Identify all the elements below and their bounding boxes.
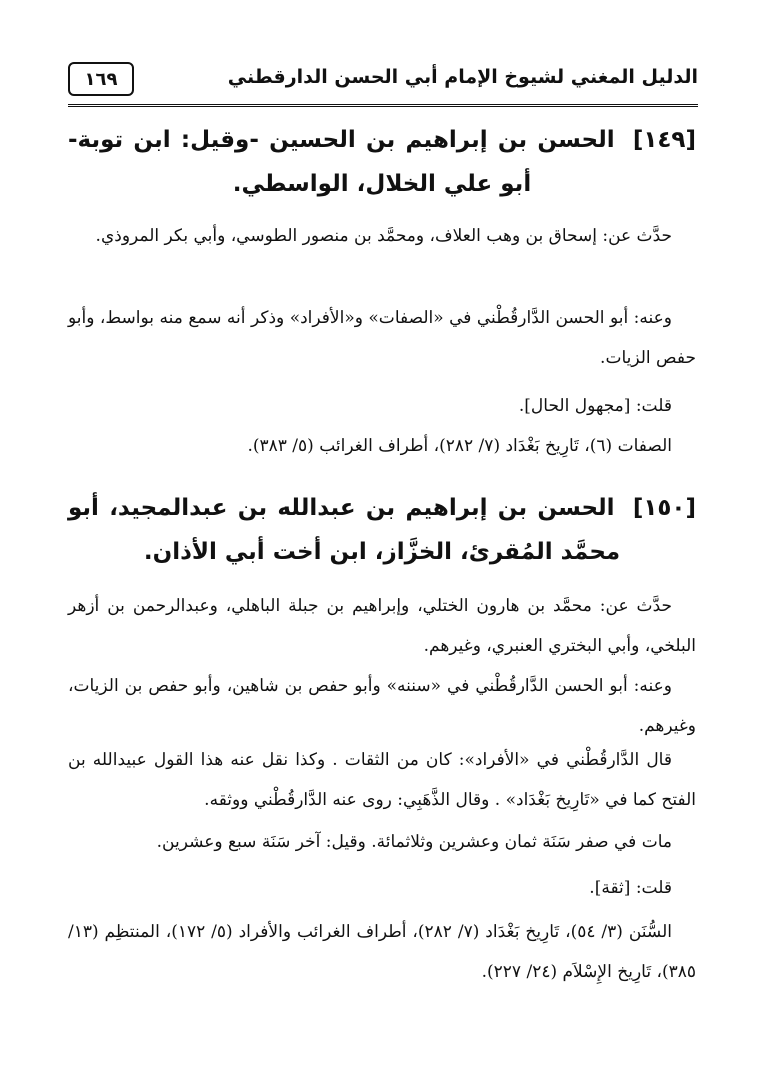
page-number: ١٦٩ [68, 62, 134, 96]
narrated-from-150: حدَّث عن: محمَّد بن هارون الختلي، وإبراهيم بن جبلة الباهلي، وعبدالرحمن بن أزهر البلخي، وأبي البختري العنبري، وغيرهم. [68, 596, 696, 656]
sources-150: السُّنَن (٣/ ٥٤)، تَارِيخ بَغْدَاد (٧/ ٢٨٢)، أطراف الغرائب والأفراد (٥/ ١٧٢)، المنتظِم (١٣/ ٣٨٥)، تَارِيخ الإِسْلاَم (٢٤/ ٢٢٧). [68, 922, 696, 982]
remarks-150: قال الدَّارقُطْني في «الأفراد»: كان من الثقات . وكذا نقل عنه هذا القول عبيدالله بن الفتح كما في «تَارِيخ بَغْدَاد» . وقال الذَّهَبِي: روى عنه الدَّارقُطْني ووثقه. [68, 750, 696, 810]
narrated-by-150: وعنه: أبو الحسن الدَّارقُطْني في «سننه» وأبو حفص بن شاهين، وأبو حفص بن الزيات، وغيرهم. [68, 676, 696, 736]
entry-title: الحسن بن إبراهيم بن عبدالله بن عبدالمجيد، أبو محمَّد المُقرئ، الخزَّاز، ابن أخت أبي الأذان. [68, 495, 621, 565]
death-150: مات في صفر سَنَة ثمان وعشرين وثلاثمائة. وقيل: آخر سَنَة سبع وعشرين. [156, 832, 672, 852]
verdict-149: قلت: [مجهول الحال]. [518, 396, 672, 416]
narrated-by-149: وعنه: أبو الحسن الدَّارقُطْني في «الصفات» و«الأفراد» وذكر أنه سمع منه بواسط، وأبو حفص الزيات. [68, 308, 696, 368]
running-title: الدليل المغني لشيوخ الإمام أبي الحسن الدارقطني [227, 66, 698, 88]
narrated-from-149: حدَّث عن: إسحاق بن وهب العلاف، ومحمَّد بن منصور الطوسي، وأبي بكر المروذي. [95, 226, 672, 246]
entry-number: [١٤٩] [632, 127, 696, 153]
entry-number: [١٥٠] [632, 495, 696, 521]
verdict-150: قلت: [ثقة]. [589, 878, 672, 898]
entry-title: الحسن بن إبراهيم بن الحسين -وقيل: ابن توبة- أبو علي الخلال، الواسطي. [68, 127, 615, 197]
page-header [68, 58, 698, 107]
entry-heading-150 [68, 486, 696, 574]
sources-149: الصفات (٦)، تَارِيخ بَغْدَاد (٧/ ٢٨٢)، أطراف الغرائب (٥/ ٣٨٣). [247, 436, 672, 456]
entry-heading-149 [68, 118, 696, 206]
